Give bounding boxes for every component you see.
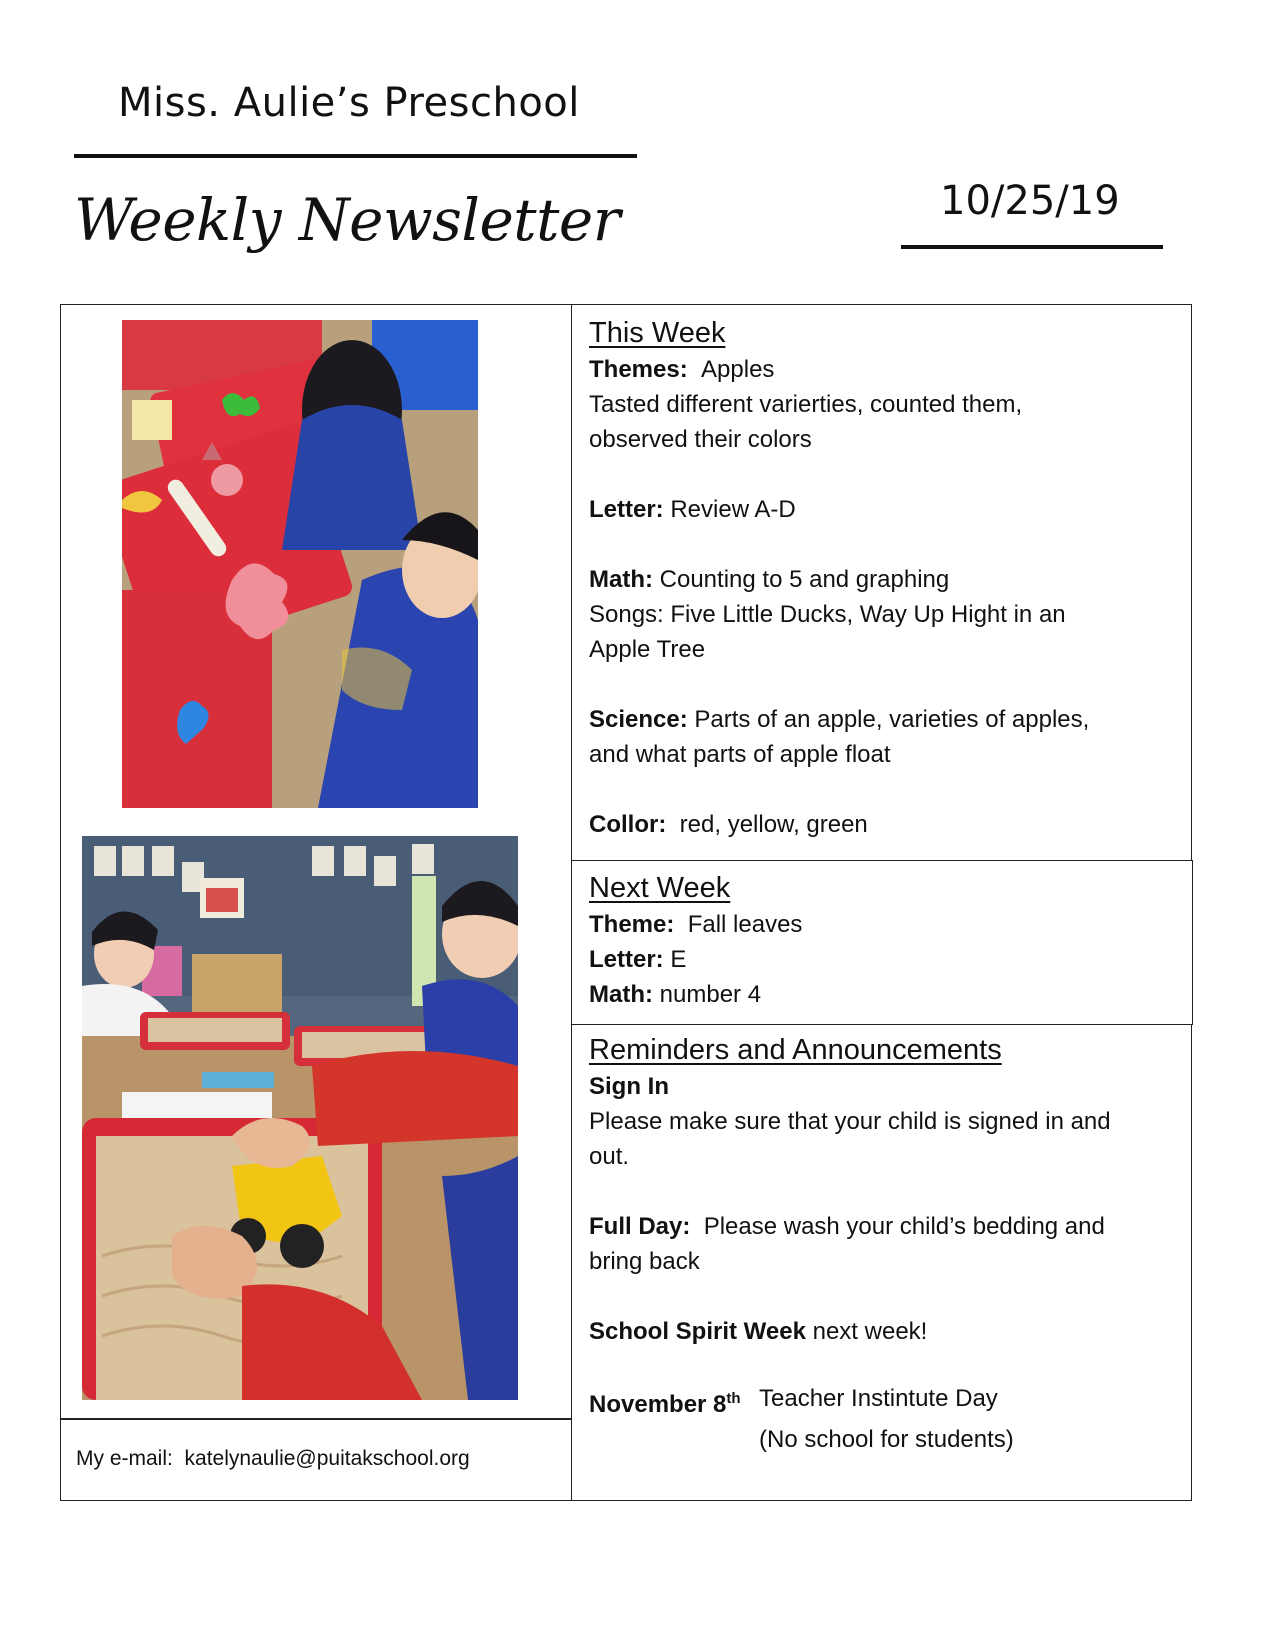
email-label: My e-mail: — [76, 1447, 173, 1470]
spirit-week-value: next week! — [812, 1318, 928, 1345]
spirit-week-line — [589, 1314, 1179, 1349]
science-line — [589, 702, 1179, 737]
songs-line-1: Songs: Five Little Ducks, Way Up Hight in an — [589, 601, 1066, 628]
next-letter-value: E — [670, 946, 687, 973]
next-week-section — [589, 869, 1179, 1012]
sign-in-label: Sign In — [589, 1073, 669, 1100]
photo-sand-trucks — [82, 836, 518, 1400]
next-letter-line — [589, 942, 1179, 977]
next-math-label: Math: — [589, 981, 653, 1008]
this-week-section — [589, 314, 1179, 842]
themes-line — [589, 352, 1179, 387]
math-label: Math: — [589, 566, 653, 593]
color-value: red, yellow, green — [679, 811, 868, 838]
songs-line-2: Apple Tree — [589, 636, 706, 663]
next-math-value: number 4 — [659, 981, 762, 1008]
email-address[interactable]: katelynaulie@puitakschool.org — [184, 1447, 470, 1470]
full-day-label: Full Day: — [589, 1213, 691, 1240]
newsletter-date: 10/25/19 — [940, 178, 1120, 224]
next-theme-label: Theme: — [589, 911, 675, 938]
themes-desc-1: Tasted different varierties, counted them, — [589, 391, 1023, 418]
november-label: November 8th — [589, 1390, 741, 1418]
math-value: Counting to 5 and graphing — [659, 566, 950, 593]
reminders-heading: Reminders and Announcements — [589, 1034, 1002, 1066]
date-rule — [901, 245, 1163, 249]
next-letter-label: Letter: — [589, 946, 664, 973]
november-value: Teacher Instintute Day — [759, 1385, 998, 1412]
email-line — [76, 1447, 470, 1471]
november-value-2: (No school for students) — [759, 1426, 1014, 1453]
next-theme-value: Fall leaves — [687, 911, 803, 938]
themes-desc-2: observed their colors — [589, 426, 812, 453]
science-line-2: and what parts of apple float — [589, 741, 891, 768]
letter-label: Letter: — [589, 496, 664, 523]
november-line — [589, 1381, 1179, 1422]
spirit-week-label: School Spirit Week — [589, 1318, 806, 1345]
sign-in-text-2: out. — [589, 1143, 630, 1170]
next-theme-line — [589, 907, 1179, 942]
math-line — [589, 562, 1179, 597]
themes-label: Themes: — [589, 356, 688, 383]
newsletter-title: Weekly Newsletter — [74, 186, 620, 254]
header-rule — [74, 154, 637, 158]
next-week-heading: Next Week — [589, 872, 731, 904]
reminders-section — [589, 1031, 1179, 1457]
letter-line — [589, 492, 1179, 527]
color-line — [589, 807, 1179, 842]
photo-play-dough — [122, 320, 478, 808]
this-week-heading: This Week — [589, 317, 726, 349]
color-label: Collor: — [589, 811, 667, 838]
school-name: Miss. Aulie’s Preschool — [118, 80, 580, 126]
full-day-text-2: bring back — [589, 1248, 700, 1275]
sign-in-text-1: Please make sure that your child is signed in and — [589, 1108, 1111, 1135]
full-day-line — [589, 1209, 1179, 1244]
science-value: Parts of an apple, varieties of apples, — [694, 706, 1090, 733]
themes-value: Apples — [701, 356, 775, 383]
science-label: Science: — [589, 706, 688, 733]
letter-value: Review A-D — [670, 496, 796, 523]
full-day-text-1: Please wash your child’s bedding and — [703, 1213, 1105, 1240]
next-math-line — [589, 977, 1179, 1012]
